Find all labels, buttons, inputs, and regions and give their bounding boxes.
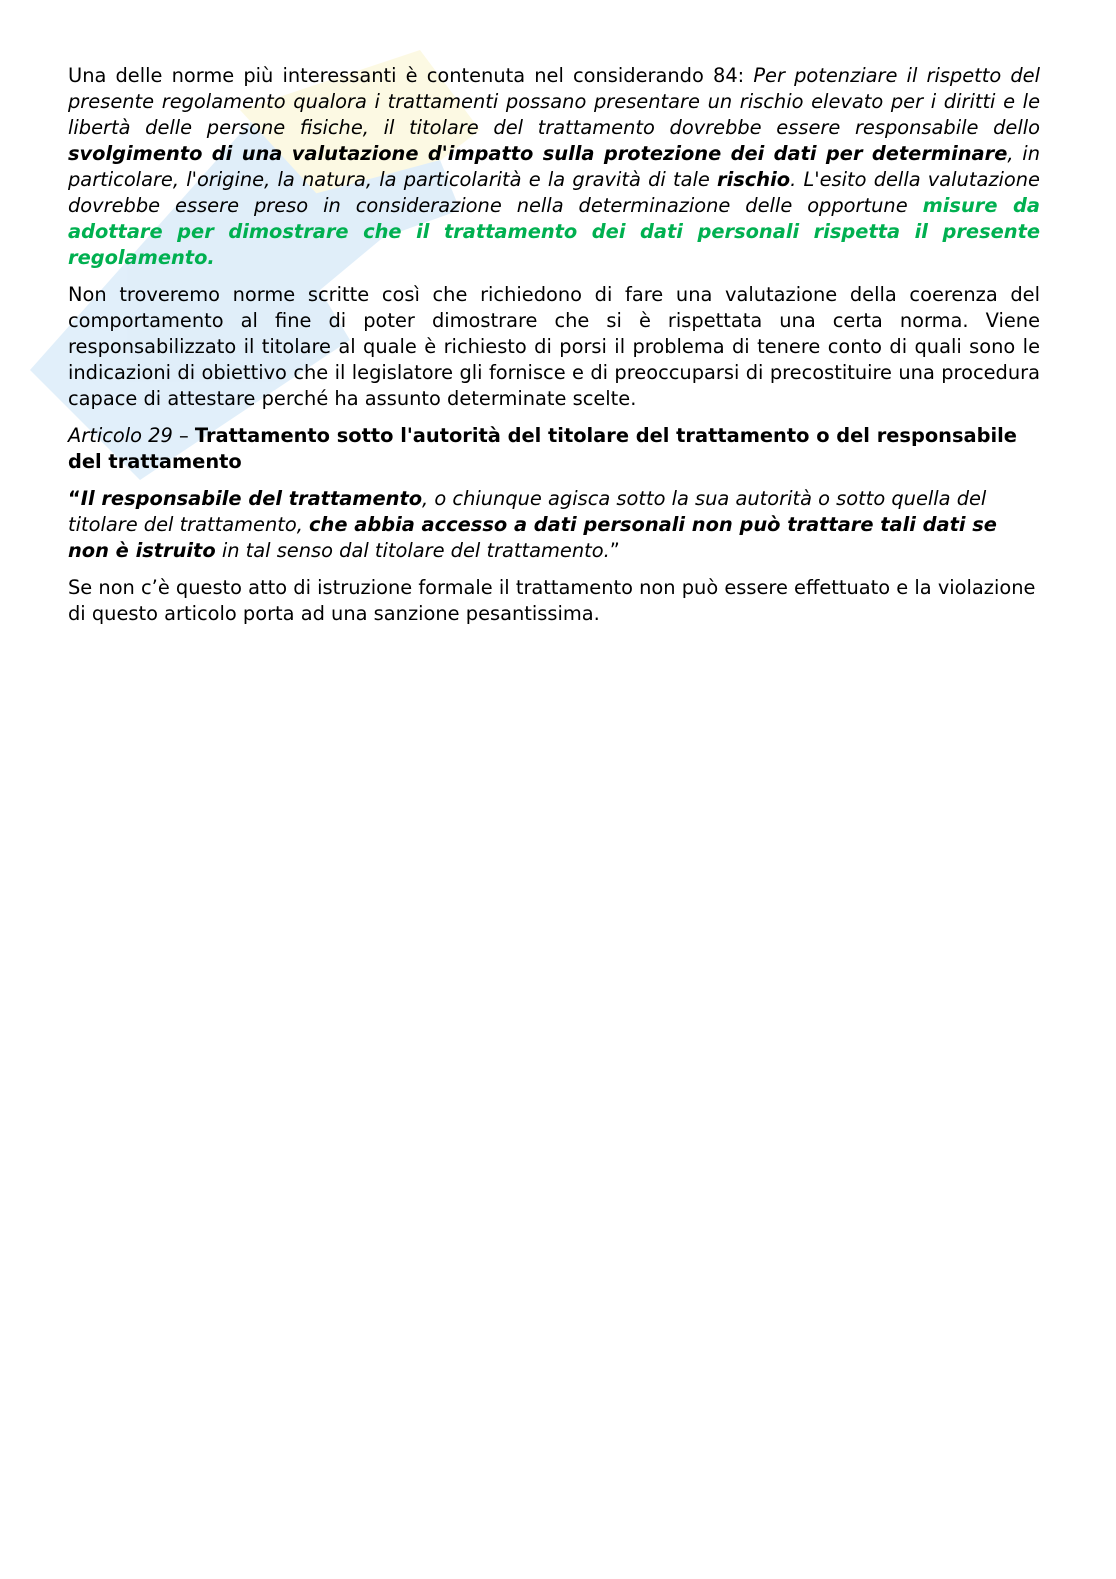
quote-italic-1: Per potenziare il rispetto del presente regolamento qualora i trattamenti possano presentare un rischio elevato per i diritti e le libertà delle persone fisiche, il titolare del trattamento dovrebbe essere responsabile dello: [68, 64, 1041, 139]
article-heading: [68, 423, 1040, 475]
article-quote: [68, 486, 1040, 564]
article-quote-bold-1: Il responsabile del trattamento: [80, 487, 423, 510]
green-highlight-text: misure da adottare per dimostrare che il trattamento dei dati personali rispetta il presente regolamento.: [68, 194, 1040, 269]
quote-italic-3: . L'esito della valutazione dovrebbe essere preso in considerazione nella determinazione delle opportune: [68, 168, 1040, 217]
quote-bold-2: rischio: [717, 168, 791, 191]
conclusion-text: Se non c’è questo atto di istruzione formale il trattamento non può essere effettuato e la violazione di questo articolo porta ad una sanzione pesantissima.: [68, 576, 1036, 625]
commentary-text: Non troveremo norme scritte così che richiedono di fare una valutazione della coerenza del comportamento al fine di poter dimostrare che si è rispettata una certa norma. Viene responsabilizzato il titolare al quale è richiesto di porsi il problema di tenere conto di quali sono le indicazioni di obiettivo che il legislatore gli fornisce e di preoccuparsi di precostituire una procedura capace di attestare perché ha assunto determinate scelte.: [68, 283, 1040, 410]
intro-text: Una delle norme più interessanti è contenuta nel considerando 84:: [68, 64, 754, 87]
article-number: Articolo 29: [68, 424, 173, 447]
quote-close-mark: ”: [609, 539, 620, 562]
article-quote-italic-2: in tal senso dal titolare del trattamento.: [215, 539, 610, 562]
article-quote-bold-2: che abbia accesso a dati personali non può trattare tali dati se non è istruito: [68, 513, 997, 562]
quote-italic-2: , in particolare, l'origine, la natura, la particolarità e la gravità di tale: [68, 142, 1040, 191]
paragraph-commentary: [68, 282, 1040, 412]
quote-open-mark: “: [68, 487, 81, 510]
article-quote-italic-1: , o chiunque agisca sotto la sua autorità o sotto quella del titolare del trattamento,: [68, 487, 987, 536]
paragraph-conclusion: [68, 575, 1040, 627]
article-title: Trattamento sotto l'autorità del titolare del trattamento o del responsabile del trattamento: [68, 424, 1017, 473]
quote-bold-1: svolgimento di una valutazione d'impatto sulla protezione dei dati per determinare: [68, 142, 1008, 165]
article-dash: –: [172, 424, 195, 447]
document-body: [68, 63, 1040, 638]
paragraph-considerando-84: [68, 63, 1040, 271]
